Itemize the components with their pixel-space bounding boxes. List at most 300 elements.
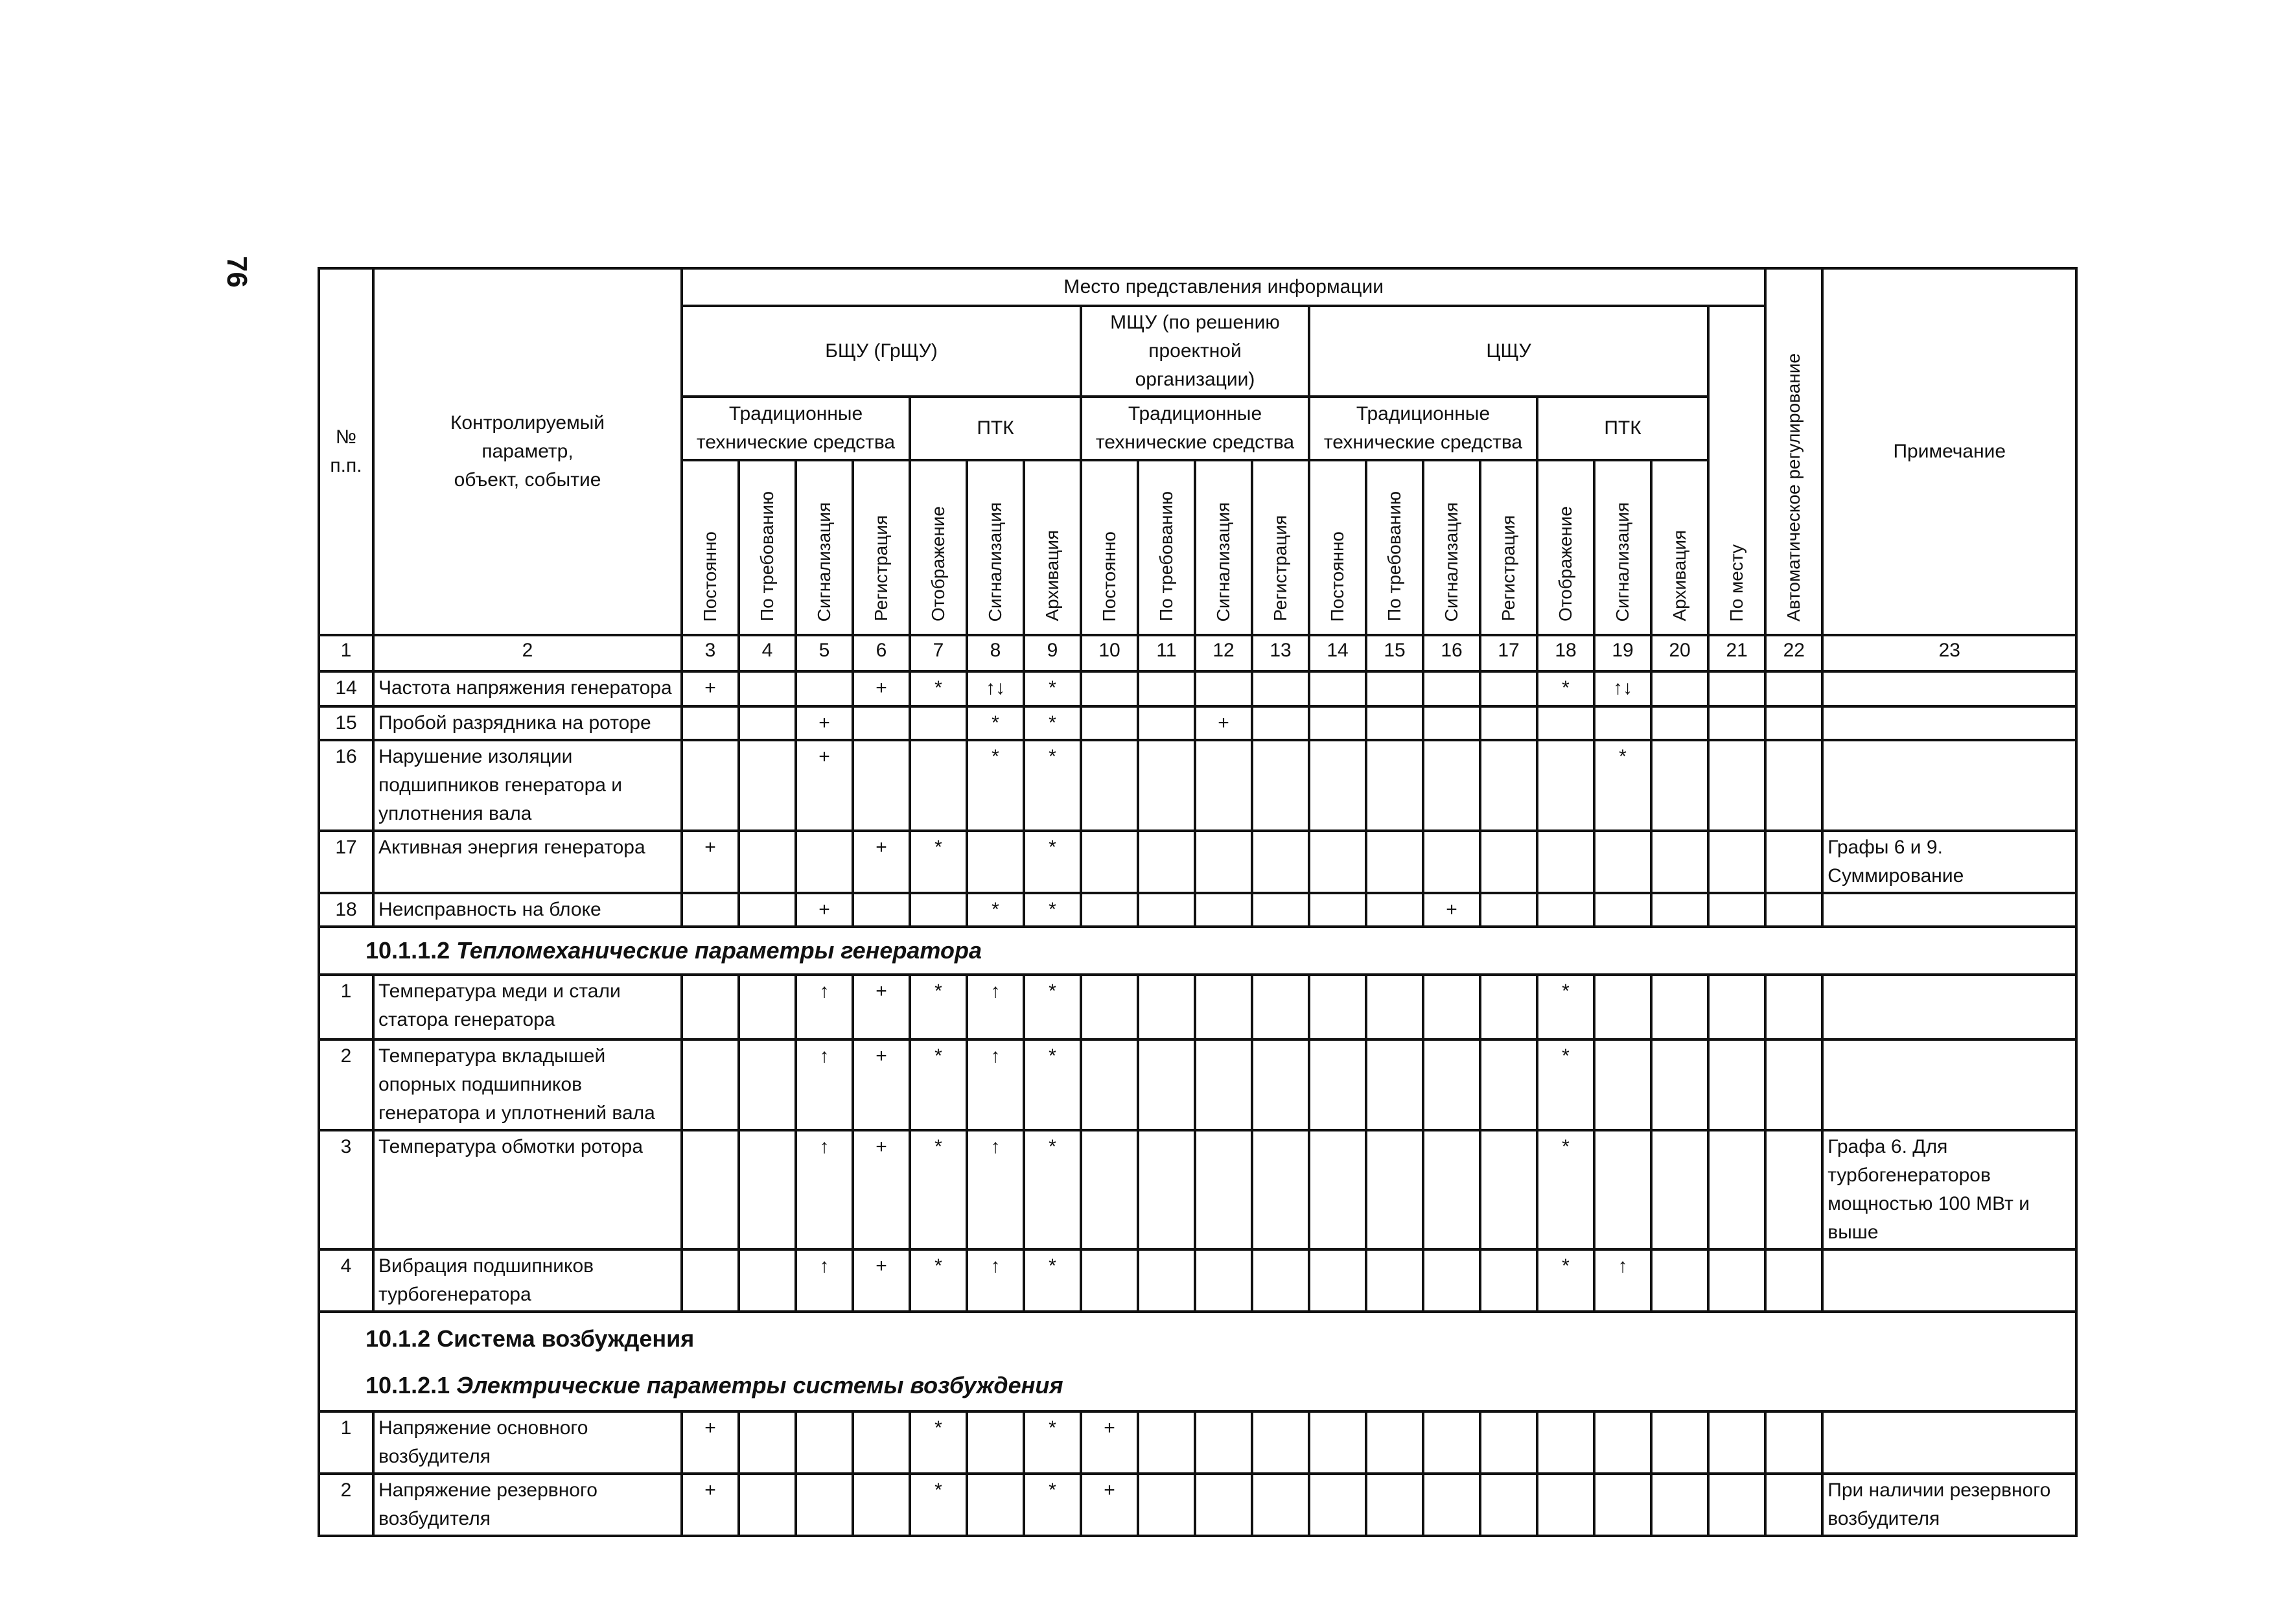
row-note [1822,671,2076,706]
cell-col-21 [1708,893,1765,927]
cell-col-11 [1138,893,1195,927]
cell-col-20 [1651,975,1708,1039]
cell-col-8: * [967,706,1024,740]
cell-col-15 [1366,1474,1423,1536]
cell-col-21 [1708,671,1765,706]
cell-col-17 [1480,671,1537,706]
subheader-col-9: Архивация [1024,460,1081,635]
cell-col-13 [1252,706,1309,740]
row-param: Температура вкладышей опорных подшипников генератора и уплотнений вала [373,1039,682,1130]
row-param: Температура меди и стали статора генератора [373,975,682,1039]
cell-col-14 [1309,1130,1366,1249]
cell-col-13 [1252,1130,1309,1249]
cell-col-17 [1480,1411,1537,1474]
subheader-col-17: Регистрация [1480,460,1537,635]
row-note [1822,893,2076,927]
cell-col-3 [682,740,739,831]
cell-col-8: ↑ [967,1039,1024,1130]
row-number: 2 [319,1039,373,1130]
cell-col-14 [1309,1474,1366,1536]
cell-col-15 [1366,1249,1423,1312]
cell-col-6 [853,893,910,927]
cell-col-4 [739,1411,796,1474]
cell-col-11 [1138,1411,1195,1474]
cell-col-3 [682,706,739,740]
section-row [319,927,2076,975]
cell-col-15 [1366,893,1423,927]
cell-col-21 [1708,1249,1765,1312]
cell-col-10 [1081,1039,1138,1130]
cell-col-7: * [910,671,967,706]
cell-col-4 [739,893,796,927]
column-number: 22 [1765,635,1822,671]
cell-col-18: * [1537,671,1594,706]
cell-col-6 [853,1474,910,1536]
cell-col-3 [682,1249,739,1312]
cell-col-6: + [853,1039,910,1130]
cell-col-17 [1480,893,1537,927]
section-heading [319,927,2076,975]
column-number: 15 [1366,635,1423,671]
column-number: 19 [1594,635,1651,671]
header-mschu-trad: Традиционные технические средства [1081,397,1309,460]
cell-col-13 [1252,1249,1309,1312]
cell-col-19 [1594,1039,1651,1130]
cell-col-17 [1480,831,1537,893]
section-number: 10.1.2 [365,1325,431,1352]
cell-col-20 [1651,1474,1708,1536]
cell-col-3: + [682,1411,739,1474]
row-number: 1 [319,975,373,1039]
cell-col-8: * [967,740,1024,831]
cell-col-15 [1366,1039,1423,1130]
cell-col-14 [1309,671,1366,706]
cell-col-14 [1309,975,1366,1039]
cell-col-17 [1480,1249,1537,1312]
subheader-col-19: Сигнализация [1594,460,1651,635]
cell-col-12 [1195,740,1252,831]
cell-col-12 [1195,1130,1252,1249]
cell-col-16 [1423,1249,1480,1312]
cell-col-18: * [1537,1130,1594,1249]
header-po-mestu: По месту [1708,306,1765,635]
cell-col-20 [1651,893,1708,927]
cell-col-10: + [1081,1474,1138,1536]
cell-col-8: ↑ [967,1249,1024,1312]
cell-col-5 [796,1411,853,1474]
cell-col-19 [1594,1130,1651,1249]
row-note [1822,706,2076,740]
column-number: 16 [1423,635,1480,671]
cell-col-8 [967,1474,1024,1536]
cell-col-3 [682,1039,739,1130]
cell-col-17 [1480,706,1537,740]
row-number: 1 [319,1411,373,1474]
header-param: Контролируемый параметр, объект, событие [373,268,682,635]
cell-col-21 [1708,706,1765,740]
cell-col-21 [1708,1411,1765,1474]
cell-col-5: ↑ [796,1130,853,1249]
cell-col-7 [910,706,967,740]
table-row [319,740,2076,831]
cell-col-17 [1480,740,1537,831]
column-number: 1 [319,635,373,671]
cell-col-21 [1708,1130,1765,1249]
subheader-col-6: Регистрация [853,460,910,635]
row-param: Температура обмотки ротора [373,1130,682,1249]
cell-col-4 [739,1249,796,1312]
cell-col-19 [1594,1411,1651,1474]
table-row [319,1039,2076,1130]
cell-col-11 [1138,831,1195,893]
column-number: 13 [1252,635,1309,671]
cell-col-3: + [682,831,739,893]
cell-col-7 [910,740,967,831]
cell-col-8: ↑ [967,1130,1024,1249]
cell-col-6: + [853,671,910,706]
row-number: 18 [319,893,373,927]
cell-col-8: * [967,893,1024,927]
cell-col-12 [1195,1249,1252,1312]
cell-col-14 [1309,706,1366,740]
header-num: № п.п. [319,268,373,635]
cell-col-14 [1309,1411,1366,1474]
header-note: Примечание [1822,268,2076,635]
subheader-col-15: По требованию [1366,460,1423,635]
cell-col-18 [1537,706,1594,740]
cell-col-13 [1252,975,1309,1039]
cell-col-8 [967,1411,1024,1474]
cell-col-6: + [853,831,910,893]
row-number: 17 [319,831,373,893]
column-number: 10 [1081,635,1138,671]
cell-col-20 [1651,706,1708,740]
cell-col-5: + [796,740,853,831]
cell-col-5: + [796,893,853,927]
cell-col-5: + [796,706,853,740]
subheader-col-5: Сигнализация [796,460,853,635]
cell-col-7: * [910,975,967,1039]
table-row [319,1249,2076,1312]
row-note [1822,1039,2076,1130]
cell-col-9: * [1024,1130,1081,1249]
cell-col-10 [1081,740,1138,831]
cell-col-11 [1138,706,1195,740]
cell-col-9: * [1024,975,1081,1039]
cell-col-21 [1708,831,1765,893]
subheader-col-12: Сигнализация [1195,460,1252,635]
cell-col-11 [1138,671,1195,706]
cell-col-6: + [853,1130,910,1249]
table-row [319,1411,2076,1474]
cell-col-14 [1309,1249,1366,1312]
cell-col-10 [1081,671,1138,706]
table-row [319,671,2076,706]
cell-col-22 [1765,1130,1822,1249]
row-note: Графы 6 и 9. Суммирование [1822,831,2076,893]
row-note [1822,1249,2076,1312]
cell-col-3 [682,893,739,927]
cell-col-19: ↑ [1594,1249,1651,1312]
table-body [319,671,2076,1536]
table-row [319,893,2076,927]
cell-col-4 [739,975,796,1039]
subheader-col-14: Постоянно [1309,460,1366,635]
subheader-col-3: Постоянно [682,460,739,635]
column-number: 14 [1309,635,1366,671]
cell-col-10 [1081,706,1138,740]
cell-col-6 [853,1411,910,1474]
header-mschu: МЩУ (по решению проектной организации) [1081,306,1309,397]
cell-col-19: * [1594,740,1651,831]
subheader-col-11: По требованию [1138,460,1195,635]
cell-col-20 [1651,1039,1708,1130]
cell-col-4 [739,1130,796,1249]
section-heading [319,1312,2076,1411]
cell-col-16 [1423,740,1480,831]
cell-col-9: * [1024,706,1081,740]
cell-col-4 [739,831,796,893]
cell-col-22 [1765,1474,1822,1536]
cell-col-6: + [853,1249,910,1312]
cell-col-22 [1765,740,1822,831]
cell-col-7: * [910,1039,967,1130]
cell-col-12 [1195,1039,1252,1130]
table-row [319,975,2076,1039]
cell-col-15 [1366,975,1423,1039]
column-number: 5 [796,635,853,671]
column-number: 3 [682,635,739,671]
cell-col-8: ↑ [967,975,1024,1039]
row-param: Пробой разрядника на роторе [373,706,682,740]
cell-col-7: * [910,1249,967,1312]
row-param: Напряжение резервного возбудителя [373,1474,682,1536]
cell-col-16 [1423,1039,1480,1130]
cell-col-4 [739,706,796,740]
cell-col-18 [1537,1474,1594,1536]
cell-col-17 [1480,1474,1537,1536]
cell-col-3 [682,1130,739,1249]
page-number: 76 [221,256,253,288]
cell-col-13 [1252,740,1309,831]
cell-col-4 [739,671,796,706]
cell-col-11 [1138,1249,1195,1312]
cell-col-5 [796,831,853,893]
cell-col-22 [1765,831,1822,893]
cell-col-3: + [682,671,739,706]
cell-col-4 [739,1039,796,1130]
cell-col-12: + [1195,706,1252,740]
row-number: 16 [319,740,373,831]
cell-col-10 [1081,893,1138,927]
cell-col-12 [1195,1474,1252,1536]
column-number: 9 [1024,635,1081,671]
row-number: 15 [319,706,373,740]
cell-col-5 [796,1474,853,1536]
cell-col-13 [1252,831,1309,893]
cell-col-11 [1138,1130,1195,1249]
column-number: 2 [373,635,682,671]
row-param: Вибрация подшипников турбогенератора [373,1249,682,1312]
cell-col-3: + [682,1474,739,1536]
cell-col-16 [1423,1130,1480,1249]
cell-col-19 [1594,1474,1651,1536]
cell-col-4 [739,1474,796,1536]
header-bschu-trad: Традиционные технические средства [682,397,910,460]
subheader-col-8: Сигнализация [967,460,1024,635]
cell-col-15 [1366,740,1423,831]
cell-col-10: + [1081,1411,1138,1474]
column-number: 4 [739,635,796,671]
cell-col-11 [1138,975,1195,1039]
cell-col-6 [853,706,910,740]
cell-col-21 [1708,1039,1765,1130]
cell-col-15 [1366,1130,1423,1249]
section-title: Тепломеханические параметры генератора [456,937,982,964]
cell-col-21 [1708,1474,1765,1536]
cell-col-20 [1651,671,1708,706]
cell-col-9: * [1024,1411,1081,1474]
cell-col-22 [1765,1249,1822,1312]
row-note: При наличии резервного возбудителя [1822,1474,2076,1536]
cell-col-8 [967,831,1024,893]
cell-col-14 [1309,1039,1366,1130]
cell-col-9: * [1024,893,1081,927]
section-row [319,1312,2076,1411]
cell-col-9: * [1024,1039,1081,1130]
subheader-col-7: Отображение [910,460,967,635]
cell-col-10 [1081,975,1138,1039]
section-number: 10.1.1.2 [365,937,450,964]
column-number: 20 [1651,635,1708,671]
cell-col-20 [1651,740,1708,831]
cell-col-22 [1765,706,1822,740]
column-number: 11 [1138,635,1195,671]
row-number: 14 [319,671,373,706]
cell-col-6 [853,740,910,831]
header-auto: Автоматическое регулирование [1765,268,1822,635]
cell-col-14 [1309,831,1366,893]
column-number: 17 [1480,635,1537,671]
cell-col-22 [1765,893,1822,927]
cell-col-22 [1765,1039,1822,1130]
cell-col-9: * [1024,1249,1081,1312]
cell-col-13 [1252,1411,1309,1474]
cell-col-19 [1594,706,1651,740]
cell-col-11 [1138,1039,1195,1130]
cell-col-4 [739,740,796,831]
cell-col-18: * [1537,1039,1594,1130]
cell-col-20 [1651,1411,1708,1474]
section-title: Система возбуждения [437,1325,695,1352]
cell-col-13 [1252,1474,1309,1536]
subheader-col-4: По требованию [739,460,796,635]
cell-col-13 [1252,1039,1309,1130]
header-cschu: ЦЩУ [1309,306,1708,397]
cell-col-12 [1195,1411,1252,1474]
cell-col-14 [1309,740,1366,831]
cell-col-17 [1480,975,1537,1039]
subheader-col-16: Сигнализация [1423,460,1480,635]
header-cschu-trad: Традиционные технические средства [1309,397,1537,460]
subsection-title: Электрические параметры системы возбуждения [456,1372,1063,1398]
cell-col-9: * [1024,1474,1081,1536]
table-row [319,831,2076,893]
cell-col-22 [1765,671,1822,706]
cell-col-12 [1195,893,1252,927]
cell-col-18 [1537,1411,1594,1474]
cell-col-22 [1765,975,1822,1039]
table-row [319,1474,2076,1536]
cell-col-18 [1537,831,1594,893]
cell-col-18: * [1537,1249,1594,1312]
row-param: Напряжение основного возбудителя [373,1411,682,1474]
cell-col-16: + [1423,893,1480,927]
cell-col-7: * [910,831,967,893]
header-bschu: БЩУ (ГрЩУ) [682,306,1081,397]
cell-col-16 [1423,706,1480,740]
cell-col-9: * [1024,740,1081,831]
cell-col-17 [1480,1039,1537,1130]
cell-col-13 [1252,893,1309,927]
column-number: 21 [1708,635,1765,671]
cell-col-21 [1708,975,1765,1039]
row-note [1822,975,2076,1039]
cell-col-16 [1423,1474,1480,1536]
row-note [1822,1411,2076,1474]
header-cschu-ptk: ПТК [1537,397,1708,460]
cell-col-20 [1651,831,1708,893]
cell-col-18: * [1537,975,1594,1039]
subheader-col-13: Регистрация [1252,460,1309,635]
cell-col-22 [1765,1411,1822,1474]
cell-col-10 [1081,1249,1138,1312]
row-param: Неисправность на блоке [373,893,682,927]
column-number: 7 [910,635,967,671]
cell-col-14 [1309,893,1366,927]
cell-col-12 [1195,671,1252,706]
cell-col-7 [910,893,967,927]
cell-col-11 [1138,1474,1195,1536]
column-number: 18 [1537,635,1594,671]
cell-col-19: ↑↓ [1594,671,1651,706]
cell-col-11 [1138,740,1195,831]
cell-col-7: * [910,1130,967,1249]
cell-col-18 [1537,893,1594,927]
header-place: Место представления информации [682,268,1765,306]
cell-col-12 [1195,831,1252,893]
column-number: 23 [1822,635,2076,671]
row-number: 3 [319,1130,373,1249]
subheader-col-18: Отображение [1537,460,1594,635]
column-number: 8 [967,635,1024,671]
subheader-col-20: Архивация [1651,460,1708,635]
row-number: 2 [319,1474,373,1536]
cell-col-9: * [1024,671,1081,706]
cell-col-21 [1708,740,1765,831]
cell-col-7: * [910,1474,967,1536]
table-row [319,1130,2076,1249]
row-note: Графа 6. Для турбогенераторов мощностью 100 МВт и выше [1822,1130,2076,1249]
row-param: Частота напряжения генератора [373,671,682,706]
cell-col-5: ↑ [796,1249,853,1312]
table-row [319,706,2076,740]
cell-col-16 [1423,975,1480,1039]
cell-col-20 [1651,1249,1708,1312]
column-number: 12 [1195,635,1252,671]
header-bschu-ptk: ПТК [910,397,1081,460]
cell-col-10 [1081,1130,1138,1249]
